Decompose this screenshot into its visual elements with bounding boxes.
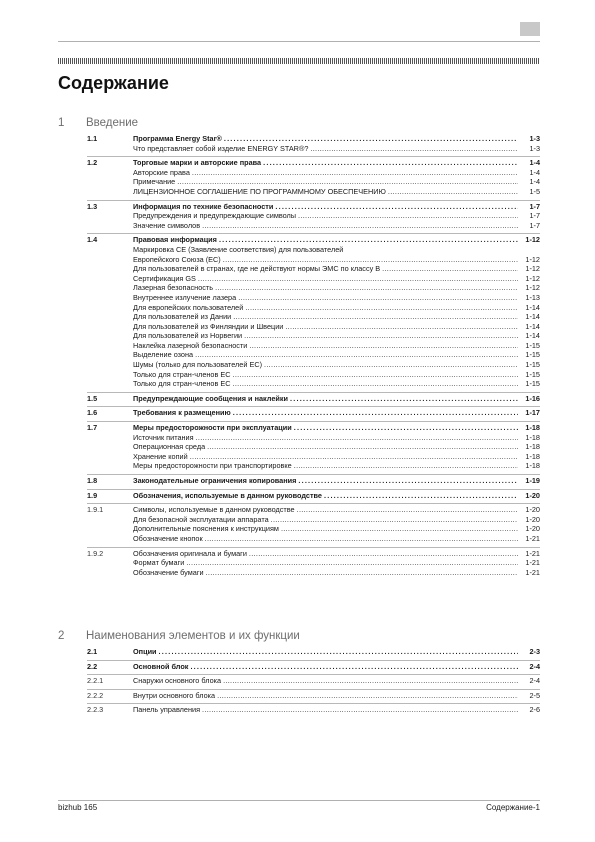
toc-dot-leader bbox=[249, 341, 518, 351]
toc-entry-page: 1-7 bbox=[529, 201, 540, 211]
toc-entry-page: 1-5 bbox=[529, 186, 540, 196]
toc-entry-title: Для европейских пользователей bbox=[133, 302, 244, 312]
toc-entry-page: 1-18 bbox=[525, 432, 540, 442]
toc-dot-leader bbox=[207, 442, 518, 452]
toc-section-entry[interactable] bbox=[87, 489, 540, 501]
toc-entry-page: 1-20 bbox=[525, 490, 540, 500]
toc-list-chapter-1 bbox=[87, 134, 540, 577]
toc-item-entry[interactable] bbox=[87, 461, 540, 471]
toc-dot-leader bbox=[190, 452, 518, 462]
toc-dot-leader bbox=[298, 211, 518, 221]
toc-entry-title: Только для стран-членов ЕС bbox=[133, 369, 231, 379]
toc-entry-title: Символы, используемые в данном руководстве bbox=[133, 505, 295, 515]
toc-dot-leader bbox=[324, 491, 518, 501]
toc-entry-title: Основной блок bbox=[133, 661, 189, 671]
toc-item-entry[interactable] bbox=[87, 274, 540, 284]
corner-tab-marker bbox=[520, 22, 540, 36]
toc-entry-title: Торговые марки и авторские права bbox=[133, 158, 262, 168]
toc-entry-page: 1-18 bbox=[525, 451, 540, 461]
toc-dot-leader bbox=[285, 322, 518, 332]
toc-dot-leader bbox=[294, 423, 518, 433]
toc-item-entry[interactable] bbox=[87, 568, 540, 578]
toc-entry-page: 1-20 bbox=[525, 514, 540, 524]
toc-entry-title: Операционная среда bbox=[133, 442, 206, 452]
toc-dot-leader bbox=[388, 187, 518, 197]
toc-entry-page: 1-12 bbox=[525, 254, 540, 264]
toc-section-entry[interactable] bbox=[87, 134, 540, 144]
toc-item-entry[interactable] bbox=[87, 524, 540, 534]
toc-entry-title: Примечание bbox=[133, 177, 176, 187]
toc-entry-title: Обозначения, используемые в данном руководстве bbox=[133, 490, 322, 500]
toc-dot-leader bbox=[249, 549, 518, 559]
toc-item-entry[interactable] bbox=[87, 534, 540, 544]
toc-item-entry[interactable] bbox=[87, 350, 540, 360]
toc-section-entry[interactable] bbox=[87, 421, 540, 433]
toc-entry-page: 1-21 bbox=[525, 558, 540, 568]
toc-dot-leader bbox=[217, 691, 518, 701]
toc-entry-page: 1-12 bbox=[525, 283, 540, 293]
toc-entry-title: Внутри основного блока bbox=[133, 690, 216, 700]
toc-item-entry[interactable] bbox=[87, 558, 540, 568]
toc-section-entry[interactable] bbox=[87, 233, 540, 245]
toc-entry-title: Формат бумаги bbox=[133, 558, 185, 568]
toc-dot-leader bbox=[186, 558, 518, 568]
toc-list-chapter-2 bbox=[87, 647, 540, 715]
toc-entry-page: 1-14 bbox=[525, 331, 540, 341]
chapter-heading-1 bbox=[58, 117, 540, 131]
toc-entry-page: 1-17 bbox=[525, 408, 540, 418]
toc-entry-number: 1.6 bbox=[87, 408, 98, 418]
toc-item-entry[interactable] bbox=[87, 245, 540, 255]
chapter-title: Введение bbox=[86, 117, 139, 129]
toc-entry-title: Опции bbox=[133, 647, 157, 656]
toc-entry-title: ЛИЦЕНЗИОННОЕ СОГЛАШЕНИЕ ПО ПРОГРАММНОМУ ОБЕСПЕЧЕНИЮ bbox=[133, 186, 386, 196]
toc-entry-title: Источник питания bbox=[133, 432, 194, 442]
toc-item-entry[interactable] bbox=[87, 168, 540, 178]
toc-entry-page: 1-18 bbox=[525, 423, 540, 433]
toc-dot-leader bbox=[190, 662, 518, 672]
toc-dot-leader bbox=[223, 255, 518, 265]
toc-entry-page: 1-13 bbox=[525, 292, 540, 302]
toc-dot-leader bbox=[196, 433, 518, 443]
toc-section-entry[interactable] bbox=[87, 660, 540, 672]
toc-entry-title: Информация по технике безопасности bbox=[133, 201, 274, 211]
toc-dot-leader bbox=[281, 524, 518, 534]
toc-dot-leader bbox=[206, 568, 518, 578]
chapter-number: 1 bbox=[58, 117, 65, 129]
toc-dot-leader bbox=[224, 134, 518, 144]
toc-entry-title: Законодательные ограничения копирования bbox=[133, 476, 297, 485]
toc-item-entry[interactable] bbox=[87, 293, 540, 303]
toc-entry-page: 1-7 bbox=[529, 220, 540, 230]
toc-entry-page: 1-21 bbox=[525, 567, 540, 577]
toc-item-entry[interactable] bbox=[87, 433, 540, 443]
toc-entry-title: Обозначения оригинала и бумаги bbox=[133, 548, 247, 558]
toc-dot-leader bbox=[219, 235, 518, 245]
dotted-header-bar bbox=[58, 58, 540, 64]
toc-subsection-entry[interactable] bbox=[87, 689, 540, 701]
top-divider bbox=[58, 41, 540, 42]
toc-item-entry[interactable] bbox=[87, 515, 540, 525]
toc-entry-title: Для безопасной эксплуатации аппарата bbox=[133, 514, 269, 524]
toc-entry-title: Европейского Союза (ЕС) bbox=[133, 254, 221, 264]
toc-dot-leader bbox=[290, 394, 518, 404]
toc-item-entry[interactable] bbox=[87, 322, 540, 332]
footer-product-name: bizhub 165 bbox=[58, 803, 98, 812]
toc-dot-leader bbox=[245, 303, 518, 313]
toc-entry-title: Программа Energy Star® bbox=[133, 134, 222, 143]
toc-entry-number: 1.8 bbox=[87, 476, 98, 485]
toc-item-entry[interactable] bbox=[87, 442, 540, 452]
toc-dot-leader bbox=[298, 476, 518, 486]
toc-entry-page: 1-14 bbox=[525, 321, 540, 331]
toc-entry-page: 1-20 bbox=[525, 505, 540, 515]
toc-entry-page: 1-16 bbox=[525, 393, 540, 403]
toc-dot-leader bbox=[177, 177, 518, 187]
toc-dot-leader bbox=[202, 221, 518, 231]
toc-item-entry[interactable] bbox=[87, 303, 540, 313]
toc-entry-title: Снаружи основного блока bbox=[133, 676, 222, 686]
toc-entry-title: Выделение озона bbox=[133, 350, 194, 360]
toc-entry-page: 1-7 bbox=[529, 211, 540, 221]
toc-entry-title: Значение символов bbox=[133, 220, 201, 230]
toc-dot-leader bbox=[233, 379, 518, 389]
toc-dot-leader bbox=[198, 274, 518, 284]
toc-item-entry[interactable] bbox=[87, 360, 540, 370]
toc-entry-page: 1-12 bbox=[525, 264, 540, 274]
toc-dot-leader bbox=[263, 158, 518, 168]
toc-entry-page: 1-15 bbox=[525, 360, 540, 370]
toc-entry-number: 1.9.2 bbox=[87, 548, 104, 558]
toc-entry-title: Правовая информация bbox=[133, 235, 217, 245]
toc-entry-page: 1-4 bbox=[529, 158, 540, 168]
toc-entry-title: Только для стран-членов ЕС bbox=[133, 379, 231, 389]
toc-entry-title: Меры предосторожности при эксплуатации bbox=[133, 423, 292, 433]
toc-dot-leader bbox=[233, 370, 518, 380]
toc-entry-page: 1-18 bbox=[525, 461, 540, 471]
toc-item-entry[interactable] bbox=[87, 187, 540, 197]
toc-entry-number: 1.1 bbox=[87, 134, 98, 143]
toc-entry-title: Обозначение бумаги bbox=[133, 567, 204, 577]
toc-entry-title: Обозначение кнопок bbox=[133, 533, 203, 543]
toc-dot-leader bbox=[233, 408, 518, 418]
toc-entry-page: 2-4 bbox=[529, 661, 540, 671]
toc-entry-title: Авторские права bbox=[133, 167, 190, 177]
toc-entry-page: 1-20 bbox=[525, 524, 540, 534]
toc-entry-number: 2.2 bbox=[87, 661, 98, 671]
footer-divider bbox=[58, 800, 540, 801]
toc-entry-page: 1-12 bbox=[525, 235, 540, 245]
toc-entry-title: Лазерная безопасность bbox=[133, 283, 214, 293]
toc-entry-title: Шумы (только для пользователей ЕС) bbox=[133, 360, 263, 370]
toc-entry-number: 1.2 bbox=[87, 158, 98, 168]
toc-item-entry[interactable] bbox=[87, 331, 540, 341]
toc-dot-leader bbox=[297, 505, 518, 515]
toc-subsection-entry[interactable] bbox=[87, 703, 540, 715]
toc-entry-page: 1-14 bbox=[525, 302, 540, 312]
toc-item-entry[interactable] bbox=[87, 379, 540, 389]
toc-entry-number: 1.3 bbox=[87, 201, 98, 211]
toc-entry-page: 1-18 bbox=[525, 442, 540, 452]
toc-entry-page: 1-21 bbox=[525, 548, 540, 558]
toc-section-entry[interactable] bbox=[87, 647, 540, 657]
toc-entry-title: Меры предосторожности при транспортировке bbox=[133, 461, 292, 471]
toc-entry-page: 1-4 bbox=[529, 167, 540, 177]
chapter-title: Наименования элементов и их функции bbox=[86, 630, 300, 642]
toc-entry-title: Что представляет собой изделие ENERGY STAR®? bbox=[133, 143, 309, 153]
footer-page-number: Содержание-1 bbox=[486, 803, 540, 812]
toc-entry-page: 2-4 bbox=[529, 676, 540, 686]
toc-entry-page: 2-6 bbox=[529, 705, 540, 715]
toc-entry-page: 1-15 bbox=[525, 340, 540, 350]
toc-entry-page: 1-15 bbox=[525, 350, 540, 360]
toc-dot-leader bbox=[223, 676, 518, 686]
toc-entry-page: 1-19 bbox=[525, 476, 540, 485]
toc-item-entry[interactable] bbox=[87, 341, 540, 351]
toc-entry-number: 2.2.3 bbox=[87, 705, 104, 715]
toc-entry-page: 1-3 bbox=[529, 134, 540, 143]
toc-entry-title: Предупреждения и предупреждающие символы bbox=[133, 211, 297, 221]
toc-entry-page: 1-21 bbox=[525, 533, 540, 543]
toc-item-entry[interactable] bbox=[87, 312, 540, 322]
toc-item-entry[interactable] bbox=[87, 221, 540, 231]
toc-section-entry[interactable] bbox=[87, 474, 540, 486]
toc-entry-page: 2-3 bbox=[529, 647, 540, 656]
toc-dot-leader bbox=[233, 312, 518, 322]
toc-entry-title: Внутреннее излучение лазера bbox=[133, 292, 237, 302]
toc-entry-number: 1.4 bbox=[87, 235, 98, 245]
toc-subsection-entry[interactable] bbox=[87, 503, 540, 515]
toc-item-entry[interactable] bbox=[87, 370, 540, 380]
toc-item-entry[interactable] bbox=[87, 211, 540, 221]
toc-dot-leader bbox=[205, 534, 518, 544]
page-title: Содержание bbox=[58, 73, 169, 93]
toc-entry-page: 1-12 bbox=[525, 273, 540, 283]
toc-entry-title: Хранение копий bbox=[133, 451, 188, 461]
toc-entry-title: Дополнительные пояснения к инструкциям bbox=[133, 524, 279, 534]
toc-section-entry[interactable] bbox=[87, 156, 540, 168]
toc-dot-leader bbox=[294, 461, 518, 471]
toc-entry-number: 2.1 bbox=[87, 647, 98, 656]
toc-subsection-entry[interactable] bbox=[87, 547, 540, 559]
toc-entry-number: 1.9 bbox=[87, 490, 98, 500]
chapter-heading-2 bbox=[58, 630, 540, 644]
toc-entry-number: 2.2.2 bbox=[87, 690, 104, 700]
toc-entry-title: Сертификация GS bbox=[133, 273, 196, 283]
toc-dot-leader bbox=[215, 283, 518, 293]
toc-entry-number: 2.2.1 bbox=[87, 676, 104, 686]
toc-dot-leader bbox=[159, 647, 518, 657]
toc-dot-leader bbox=[238, 293, 518, 303]
toc-item-entry[interactable] bbox=[87, 264, 540, 274]
toc-entry-title: Предупреждающие сообщения и наклейки bbox=[133, 393, 289, 403]
toc-item-entry[interactable] bbox=[87, 177, 540, 187]
toc-dot-leader bbox=[264, 360, 518, 370]
toc-entry-title: Панель управления bbox=[133, 705, 201, 715]
toc-entry-number: 1.7 bbox=[87, 423, 98, 433]
toc-item-entry[interactable] bbox=[87, 283, 540, 293]
toc-subsection-entry[interactable] bbox=[87, 674, 540, 686]
toc-dot-leader bbox=[192, 168, 518, 178]
toc-item-entry[interactable] bbox=[87, 452, 540, 462]
toc-entry-title: Для пользователей из Норвегии bbox=[133, 331, 243, 341]
toc-section-entry[interactable] bbox=[87, 406, 540, 418]
toc-dot-leader bbox=[195, 350, 518, 360]
toc-entry-title: Для пользователей из Дании bbox=[133, 312, 232, 322]
toc-dot-leader bbox=[202, 705, 518, 715]
toc-entry-page: 1-15 bbox=[525, 369, 540, 379]
toc-entry-page: 1-14 bbox=[525, 312, 540, 322]
toc-entry-page: 2-5 bbox=[529, 690, 540, 700]
toc-section-entry[interactable] bbox=[87, 392, 540, 404]
toc-entry-title: Требования к размещению bbox=[133, 408, 231, 418]
toc-dot-leader bbox=[275, 202, 518, 212]
toc-dot-leader bbox=[244, 331, 518, 341]
toc-section-entry[interactable] bbox=[87, 200, 540, 212]
toc-item-entry[interactable] bbox=[87, 144, 540, 154]
toc-entry-title: Для пользователей в странах, где не действуют нормы ЭМС по классу B bbox=[133, 264, 381, 274]
toc-entry-number: 1.9.1 bbox=[87, 505, 104, 515]
toc-entry-page: 1-4 bbox=[529, 177, 540, 187]
toc-entry-title: Наклейка лазерной безопасности bbox=[133, 340, 248, 350]
toc-dot-leader bbox=[310, 144, 518, 154]
toc-item-entry[interactable] bbox=[87, 255, 540, 265]
toc-dot-leader bbox=[382, 264, 518, 274]
toc-entry-page: 1-3 bbox=[529, 143, 540, 153]
toc-entry-title: Маркировка CE (Заявление соответствия) для пользователей bbox=[133, 244, 344, 254]
toc-entry-number: 1.5 bbox=[87, 393, 98, 403]
toc-entry-page: 1-15 bbox=[525, 379, 540, 389]
chapter-number: 2 bbox=[58, 630, 65, 642]
toc-entry-title: Для пользователей из Финляндии и Швеции bbox=[133, 321, 284, 331]
toc-dot-leader bbox=[271, 515, 518, 525]
